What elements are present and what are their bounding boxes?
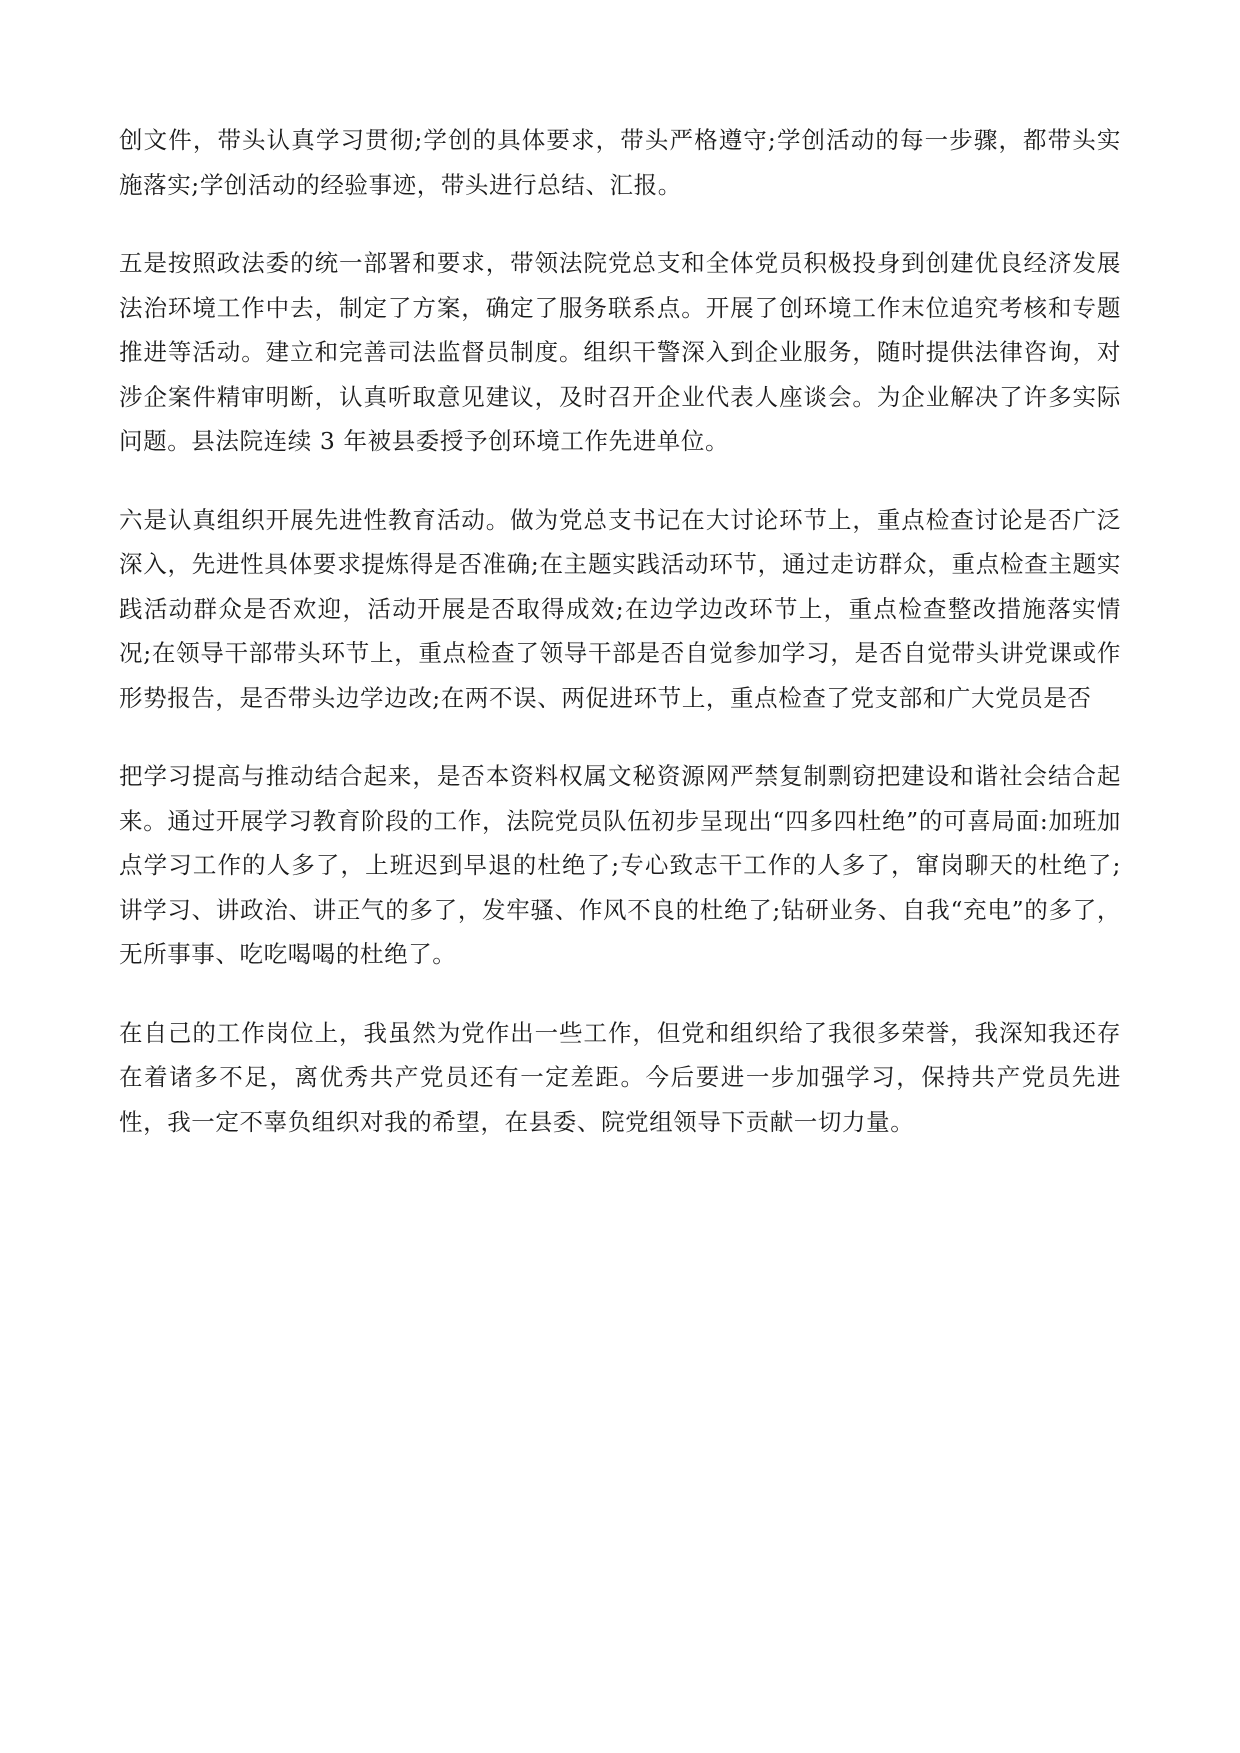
paragraph-3: 六是认真组织开展先进性教育活动。做为党总支书记在大讨论环节上，重点检查讨论是否广泛深入，先进性具体要求提炼得是否准确;在主题实践活动环节，通过走访群众，重点检查主题实践活动群众是否欢迎，活动开展是否取得成效;在边学边改环节上，重点检查整改措施落实情况;在领导干部带头环节上，重点检查了领导干部是否自觉参加学习，是否自觉带头讲党课或作形势报告，是否带头边学边改;在两不误、两促进环节上，重点检查了党支部和广大党员是否 <box>119 505 1121 712</box>
paragraph-2: 五是按照政法委的统一部署和要求，带领法院党总支和全体党员积极投身到创建优良经济发展法治环境工作中去，制定了方案，确定了服务联系点。开展了创环境工作末位追究考核和专题推进等活动。建立和完善司法监督员制度。组织干警深入到企业服务，随时提供法律咨询，对涉企案件精审明断，认真听取意见建议，及时召开企业代表人座谈会。为企业解决了许多实际问题。县法院连续 3 年被县委授予创环境工作先进单位。 <box>119 249 1121 455</box>
paragraph-4: 把学习提高与推动结合起来，是否本资料权属文秘资源网严禁复制剽窃把建设和谐社会结合起来。通过开展学习教育阶段的工作，法院党员队伍初步呈现出“四多四杜绝”的可喜局面:加班加点学习工作的人多了，上班迟到早退的杜绝了;专心致志干工作的人多了，窜岗聊天的杜绝了;讲学习、讲政治、讲正气的多了，发牢骚、作风不良的杜绝了;钻研业务、自我“充电”的多了，无所事事、吃吃喝喝的杜绝了。 <box>119 762 1121 968</box>
paragraph-5: 在自己的工作岗位上，我虽然为党作出一些工作，但党和组织给了我很多荣誉，我深知我还存在着诸多不足，离优秀共产党员还有一定差距。今后要进一步加强学习，保持共产党员先进性，我一定不辜负组织对我的希望，在县委、院党组领导下贡献一切力量。 <box>119 1018 1121 1136</box>
paragraph-1: 创文件，带头认真学习贯彻;学创的具体要求，带头严格遵守;学创活动的每一步骤，都带头实施落实;学创活动的经验事迹，带头进行总结、汇报。 <box>119 126 1121 199</box>
document-body <box>119 118 1121 1178</box>
